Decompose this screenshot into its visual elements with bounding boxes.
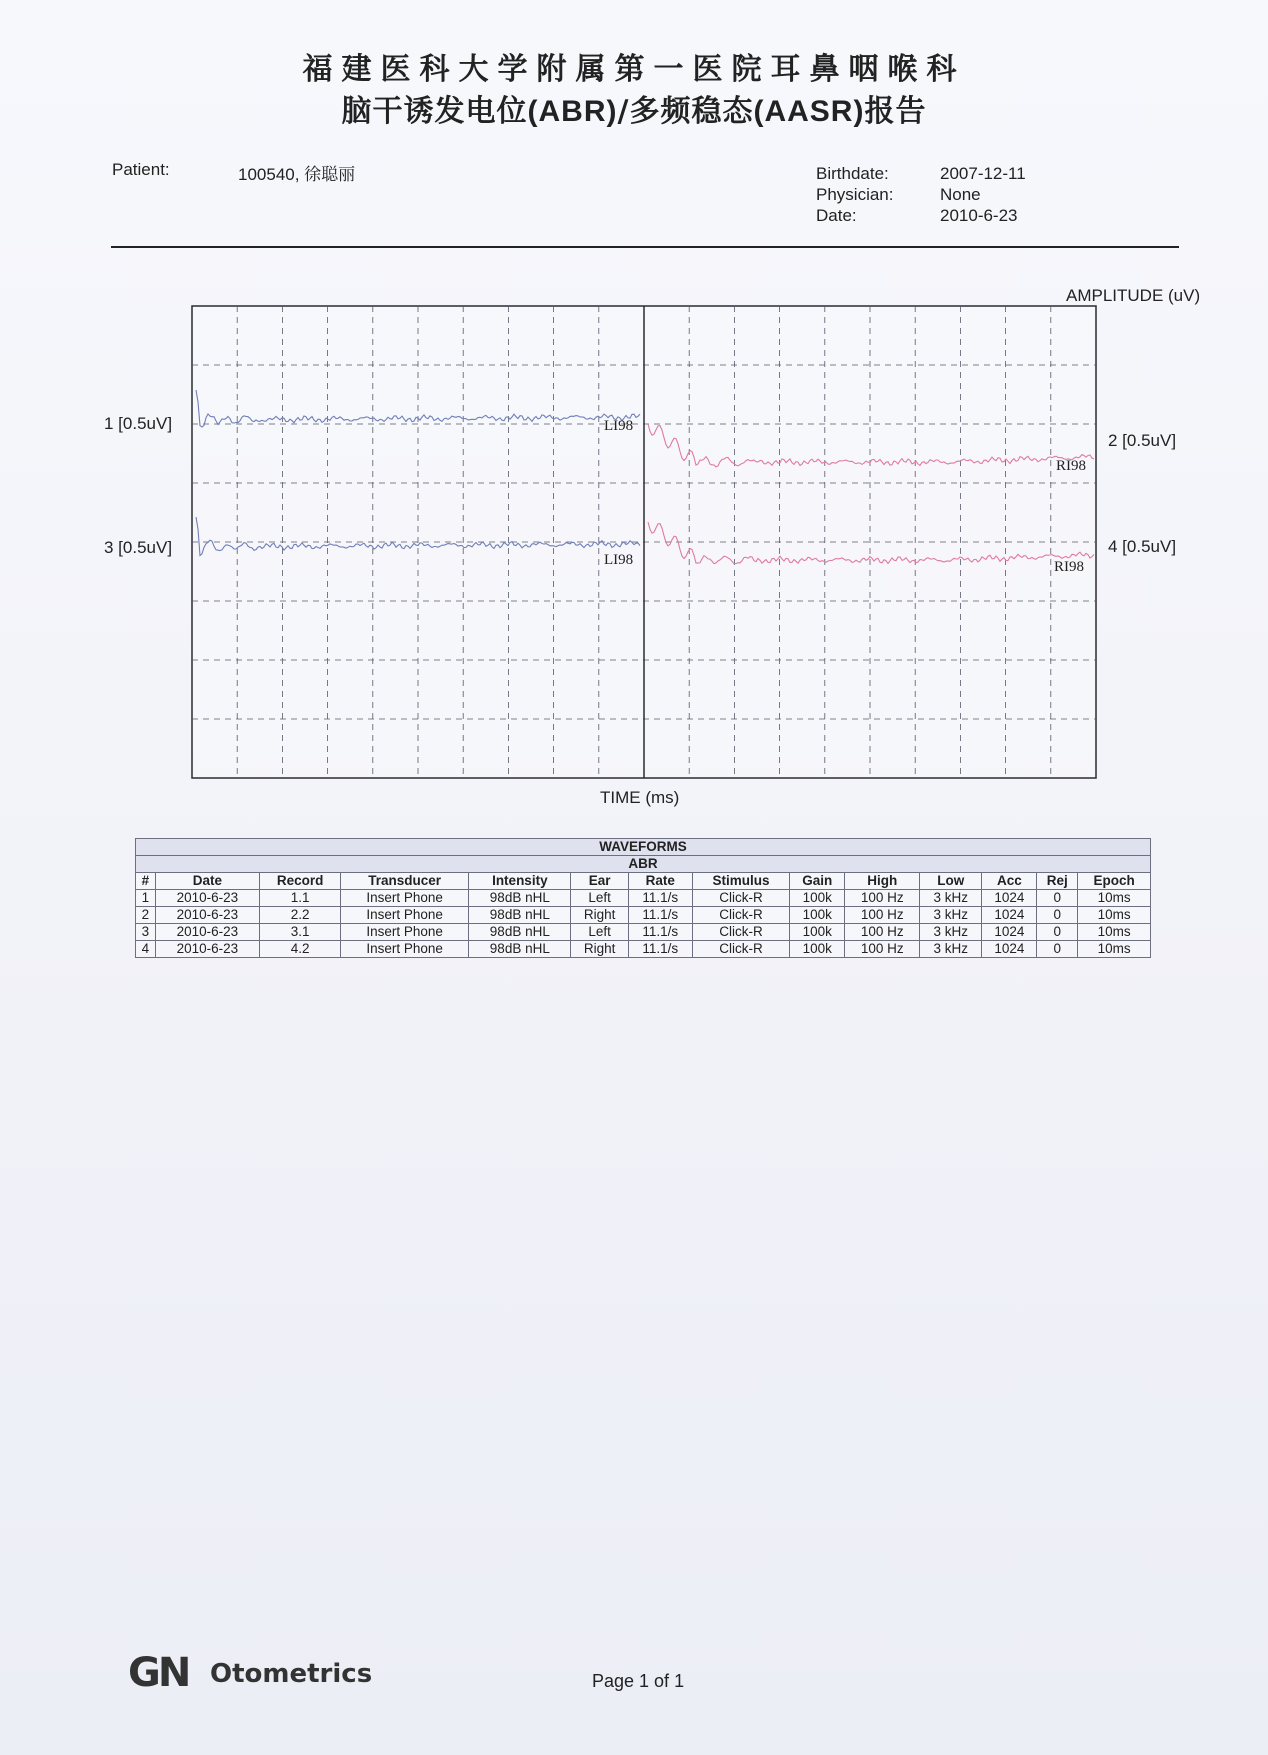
trace-2-tag: RI98 <box>1056 458 1086 474</box>
patient-value: 100540, 徐聪丽 <box>238 165 356 184</box>
table-cell: 2 <box>136 907 156 924</box>
table-cell: Insert Phone <box>341 907 469 924</box>
birthdate-label: Birthdate: <box>816 164 889 183</box>
col-header: Low <box>920 873 982 890</box>
table-cell: 98dB nHL <box>469 890 571 907</box>
col-header: High <box>845 873 920 890</box>
col-header: Date <box>155 873 260 890</box>
y-axis-title: AMPLITUDE (uV) <box>1066 286 1201 305</box>
physician-value: None <box>940 185 981 204</box>
table-cell: 98dB nHL <box>469 924 571 941</box>
table-body <box>136 890 1151 958</box>
table-cell: Click-R <box>692 907 789 924</box>
gn-otometrics-logo <box>128 1650 373 1696</box>
table-cell: 10ms <box>1078 890 1151 907</box>
table-cell: 100k <box>790 907 845 924</box>
table-cell: Click-R <box>692 924 789 941</box>
table-cell: 98dB nHL <box>469 941 571 958</box>
table-cell: 2010-6-23 <box>155 941 260 958</box>
table-cell: 100 Hz <box>845 890 920 907</box>
table-cell: Left <box>571 924 628 941</box>
table-cell: 3 kHz <box>920 907 982 924</box>
col-header: Acc <box>982 873 1037 890</box>
table-cell: 100k <box>790 890 845 907</box>
col-header: Intensity <box>469 873 571 890</box>
trace-4-tag: RI98 <box>1054 559 1084 575</box>
table-cell: 1024 <box>982 890 1037 907</box>
table-cell: 100 Hz <box>845 907 920 924</box>
table-cell: Right <box>571 907 628 924</box>
col-header: Stimulus <box>692 873 789 890</box>
table-section-waveforms: WAVEFORMS <box>136 839 1151 856</box>
col-header: Rej <box>1037 873 1078 890</box>
col-header: Transducer <box>341 873 469 890</box>
table-cell: 11.1/s <box>628 924 692 941</box>
table-cell: 11.1/s <box>628 890 692 907</box>
table-section-row <box>136 856 1151 873</box>
table-cell: 10ms <box>1078 941 1151 958</box>
table-cell: 3.1 <box>260 924 341 941</box>
report-title-prefix: 脑干诱发电位 <box>341 94 528 129</box>
waveform-plot <box>0 0 1268 830</box>
x-axis-title: TIME (ms) <box>600 788 680 807</box>
table-cell: 98dB nHL <box>469 907 571 924</box>
table-cell: Click-R <box>692 941 789 958</box>
table-cell: Right <box>571 941 628 958</box>
table-cell: 0 <box>1037 941 1078 958</box>
table-cell: 100k <box>790 941 845 958</box>
page-number: Page 1 of 1 <box>592 1671 685 1691</box>
table-cell: 1024 <box>982 924 1037 941</box>
table-row <box>136 907 1151 924</box>
table-cell: 0 <box>1037 890 1078 907</box>
hospital-title: 福建医科大学附属第一医院耳鼻咽喉科 <box>302 52 966 87</box>
table-cell: 4.2 <box>260 941 341 958</box>
date-label: Date: <box>816 206 857 225</box>
report-title-abr: (ABR) <box>527 95 618 128</box>
logo-mark: GN <box>128 1650 189 1696</box>
table-cell: 10ms <box>1078 907 1151 924</box>
table-cell: 1024 <box>982 941 1037 958</box>
date-value: 2010-6-23 <box>940 206 1018 225</box>
table-cell: 0 <box>1037 924 1078 941</box>
channel-3-label: 3 [0.5uV] <box>104 538 173 557</box>
table-row <box>136 924 1151 941</box>
waveform-chart <box>0 0 1268 830</box>
channel-4-label: 4 [0.5uV] <box>1108 537 1177 556</box>
table-cell: Left <box>571 890 628 907</box>
table-row <box>136 890 1151 907</box>
table-cell: 3 kHz <box>920 890 982 907</box>
table-cell: 3 kHz <box>920 941 982 958</box>
waveforms-table <box>135 838 1151 958</box>
patient-label: Patient: <box>112 160 170 179</box>
table-cell: 2010-6-23 <box>155 907 260 924</box>
channel-2-label: 2 [0.5uV] <box>1108 431 1177 450</box>
table-cell: 10ms <box>1078 924 1151 941</box>
table-cell: Click-R <box>692 890 789 907</box>
table-cell: 11.1/s <box>628 907 692 924</box>
col-header: # <box>136 873 156 890</box>
table-cell: Insert Phone <box>341 890 469 907</box>
trace-3-tag: LI98 <box>604 552 634 568</box>
channel-1-label: 1 [0.5uV] <box>104 414 173 433</box>
col-header: Rate <box>628 873 692 890</box>
table-header-row <box>136 873 1151 890</box>
report-title-mid: /多频稳态 <box>617 94 754 129</box>
table-cell: 1 <box>136 890 156 907</box>
report-title-suffix: 报告 <box>864 94 927 129</box>
table-row <box>136 941 1151 958</box>
table-cell: 0 <box>1037 907 1078 924</box>
table-cell: 2010-6-23 <box>155 890 260 907</box>
table-cell: 2.2 <box>260 907 341 924</box>
table-cell: 3 <box>136 924 156 941</box>
col-header: Record <box>260 873 341 890</box>
table-cell: 11.1/s <box>628 941 692 958</box>
report-title-aasr: (AASR) <box>753 95 865 128</box>
table-cell: 100 Hz <box>845 924 920 941</box>
table-section-row <box>136 839 1151 856</box>
col-header: Ear <box>571 873 628 890</box>
table-cell: Insert Phone <box>341 924 469 941</box>
table-cell: 100k <box>790 924 845 941</box>
table-cell: 4 <box>136 941 156 958</box>
logo-text: Otometrics <box>210 1659 373 1689</box>
table-section-abr: ABR <box>136 856 1151 873</box>
table-cell: 100 Hz <box>845 941 920 958</box>
col-header: Gain <box>790 873 845 890</box>
trace-1-tag: LI98 <box>604 418 634 434</box>
table-cell: Insert Phone <box>341 941 469 958</box>
table-cell: 2010-6-23 <box>155 924 260 941</box>
table-cell: 3 kHz <box>920 924 982 941</box>
table-cell: 1.1 <box>260 890 341 907</box>
birthdate-value: 2007-12-11 <box>940 164 1026 183</box>
col-header: Epoch <box>1078 873 1151 890</box>
table-cell: 1024 <box>982 907 1037 924</box>
physician-label: Physician: <box>816 185 894 204</box>
